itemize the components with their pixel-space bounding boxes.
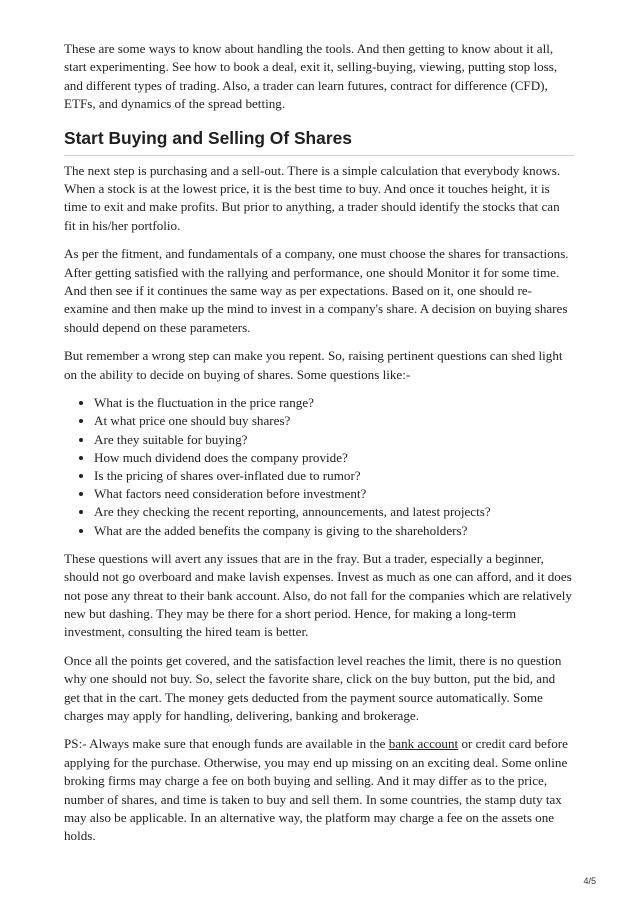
ps-text-after: or credit card before applying for the purchase. Otherwise, you may end up missing on an exciting deal. Some online broking firms may charge a fee on both buying and selling. And it may differ as to the price, number of shares, and time is taken to buy and sell them. In some countries, the stamp duty tax may also be applicable. In an alternative way, the platform may charge a fee on the assets one holds. [64, 736, 568, 844]
list-item: • At what price one should buy shares? [94, 412, 574, 430]
questions-list [64, 394, 574, 540]
body-paragraph: Once all the points get covered, and the satisfaction level reaches the limit, there is no question why one should not buy. So, select the favorite share, click on the buy button, put the bid, and get that in the cart. The money gets deducted from the payment source automatically. Some charges may apply for handling, delivering, banking and brokerage. [64, 652, 562, 723]
intro-paragraph: These are some ways to know about handling the tools. And then getting to know about it all, start experimenting. See how to book a deal, exit it, selling-buying, viewing, putting stop loss, and different types of trading. Also, a trader can learn futures, contract for difference (CFD), ETFs, and dynamics of the spread betting. [64, 41, 558, 112]
body-paragraph: But remember a wrong step can make you repent. So, raising pertinent questions can shed light on the ability to decide on buying of shares. Some questions like:- [64, 348, 563, 382]
list-item: • Is the pricing of shares over-inflated due to rumor? [94, 467, 574, 485]
bank-account-link[interactable]: bank account [388, 736, 459, 752]
page-number: 4/5 [583, 876, 596, 886]
list-item: • What factors need consideration before investment? [94, 485, 574, 503]
list-item: • Are they checking the recent reporting, announcements, and latest projects? [94, 503, 574, 521]
list-item: • What is the fluctuation in the price range? [94, 394, 574, 412]
list-item: • What are the added benefits the company is giving to the shareholders? [94, 522, 574, 540]
list-item: • Are they suitable for buying? [94, 431, 574, 449]
ps-text-before: PS:- Always make sure that enough funds are available in the [64, 736, 389, 752]
body-paragraph: As per the fitment, and fundamentals of a company, one must choose the shares for transactions. After getting satisfied with the rallying and performance, one should Monitor it for some time. And then see if it continues the same way as per expectations. Based on it, one should re-examine and then make up the mind to invest in a company's share. A decision on buying shares should depend on these parameters. [64, 246, 569, 335]
body-paragraph: These questions will avert any issues that are in the fray. But a trader, especially a beginner, should not go overboard and make lavish expenses. Invest as much as one can afford, and it does not pose any threat to their bank account. Also, do not fall for the companies which are relatively new but dashing. They may be there for a short period. Hence, for making a long-term investment, consulting the hired team is better. [64, 550, 572, 640]
body-paragraph: The next step is purchasing and a sell-out. There is a simple calculation that everybody knows. When a stock is at the lowest price, it is the best time to buy. And once it touches height, it is time to exit and make profits. But prior to anything, a trader should identify the stocks that can fit in his/her portfolio. [64, 162, 561, 233]
ps-paragraph [64, 735, 574, 845]
section-heading: Start Buying and Selling Of Shares [64, 128, 574, 156]
list-item: • How much dividend does the company provide? [94, 449, 574, 467]
